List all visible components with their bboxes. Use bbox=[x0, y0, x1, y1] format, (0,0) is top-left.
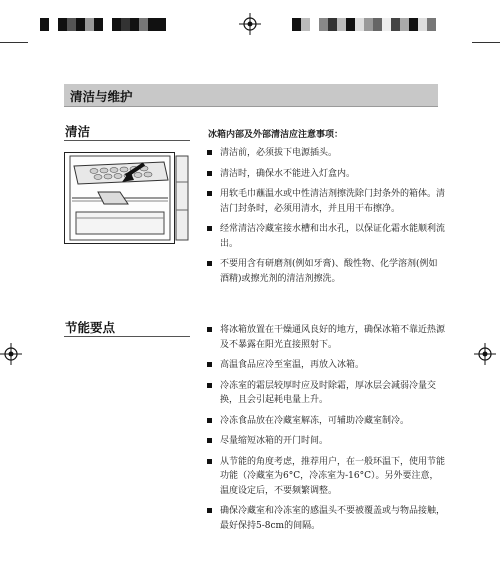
list-item: 清洁前，必须拔下电源插头。 bbox=[205, 146, 445, 161]
list-item: 冷冻食品放在冷藏室解冻，可辅助冷藏室制冷。 bbox=[205, 414, 445, 429]
bullet-square-icon bbox=[207, 150, 212, 155]
cleaning-title: 清洁 bbox=[65, 124, 91, 139]
cleaning-intro: 冰箱内部及外部清洁应注意事项： bbox=[208, 130, 344, 140]
energy-title: 节能要点 bbox=[65, 320, 116, 335]
bullet-square-icon bbox=[207, 459, 212, 464]
list-item: 清洁时，确保水不能进入灯盒内。 bbox=[205, 167, 445, 182]
bullet-square-icon bbox=[207, 383, 212, 388]
list-item: 用软毛巾蘸温水或中性清洁剂擦洗除门封条外的箱体。清洁门封条时，必须用清水，并且用干布擦净。 bbox=[205, 187, 445, 216]
registration-crosshair-icon bbox=[239, 13, 261, 35]
crop-mark-top-right bbox=[472, 42, 500, 43]
bullet-square-icon bbox=[207, 438, 212, 443]
section-header bbox=[64, 84, 438, 107]
crop-mark-top-left bbox=[0, 42, 28, 43]
list-item: 经常清洁冷藏室接水槽和出水孔，以保证化霜水能顺利流出。 bbox=[205, 222, 445, 251]
list-item: 高温食品应冷至室温，再放入冰箱。 bbox=[205, 358, 445, 373]
registration-crosshair-icon bbox=[474, 343, 496, 365]
registration-bar-left bbox=[40, 18, 166, 31]
registration-crosshair-icon bbox=[0, 343, 22, 365]
cleaning-title-rule bbox=[64, 140, 190, 141]
fridge-illustration bbox=[64, 152, 190, 244]
bullet-square-icon bbox=[207, 226, 212, 231]
bullet-square-icon bbox=[207, 261, 212, 266]
list-item: 冷冻室的霜层较厚时应及时除霜，厚冰层会减弱冷量交换，且会引起耗电量上升。 bbox=[205, 379, 445, 408]
bullet-square-icon bbox=[207, 362, 212, 367]
bullet-square-icon bbox=[207, 327, 212, 332]
list-item: 从节能的角度考虑，推荐用户，在一般环温下，使用节能功能（冷藏室为6°C，冷冻室为-16°C）。另外要注意，温度设定后，不要频繁调整。 bbox=[205, 455, 445, 499]
list-item: 尽量缩短冰箱的开门时间。 bbox=[205, 434, 445, 449]
bullet-square-icon bbox=[207, 508, 212, 513]
section-header-title: 清洁与维护 bbox=[70, 89, 133, 104]
bullet-square-icon bbox=[207, 171, 212, 176]
energy-list bbox=[205, 323, 445, 539]
cleaning-list bbox=[205, 146, 445, 292]
list-item: 确保冷藏室和冷冻室的感温头不要被覆盖或与物品接触，最好保持5-8cm的间隔。 bbox=[205, 504, 445, 533]
list-item: 不要用含有研磨剂(例如牙膏)、酸性物、化学溶剂(例如酒精)或擦光剂的清洁剂擦洗。 bbox=[205, 257, 445, 286]
bullet-square-icon bbox=[207, 418, 212, 423]
bullet-square-icon bbox=[207, 191, 212, 196]
energy-title-rule bbox=[64, 336, 190, 337]
registration-bar-right bbox=[292, 18, 436, 31]
list-item: 将冰箱放置在干燥通风良好的地方，确保冰箱不靠近热源及不暴露在阳光直接照射下。 bbox=[205, 323, 445, 352]
